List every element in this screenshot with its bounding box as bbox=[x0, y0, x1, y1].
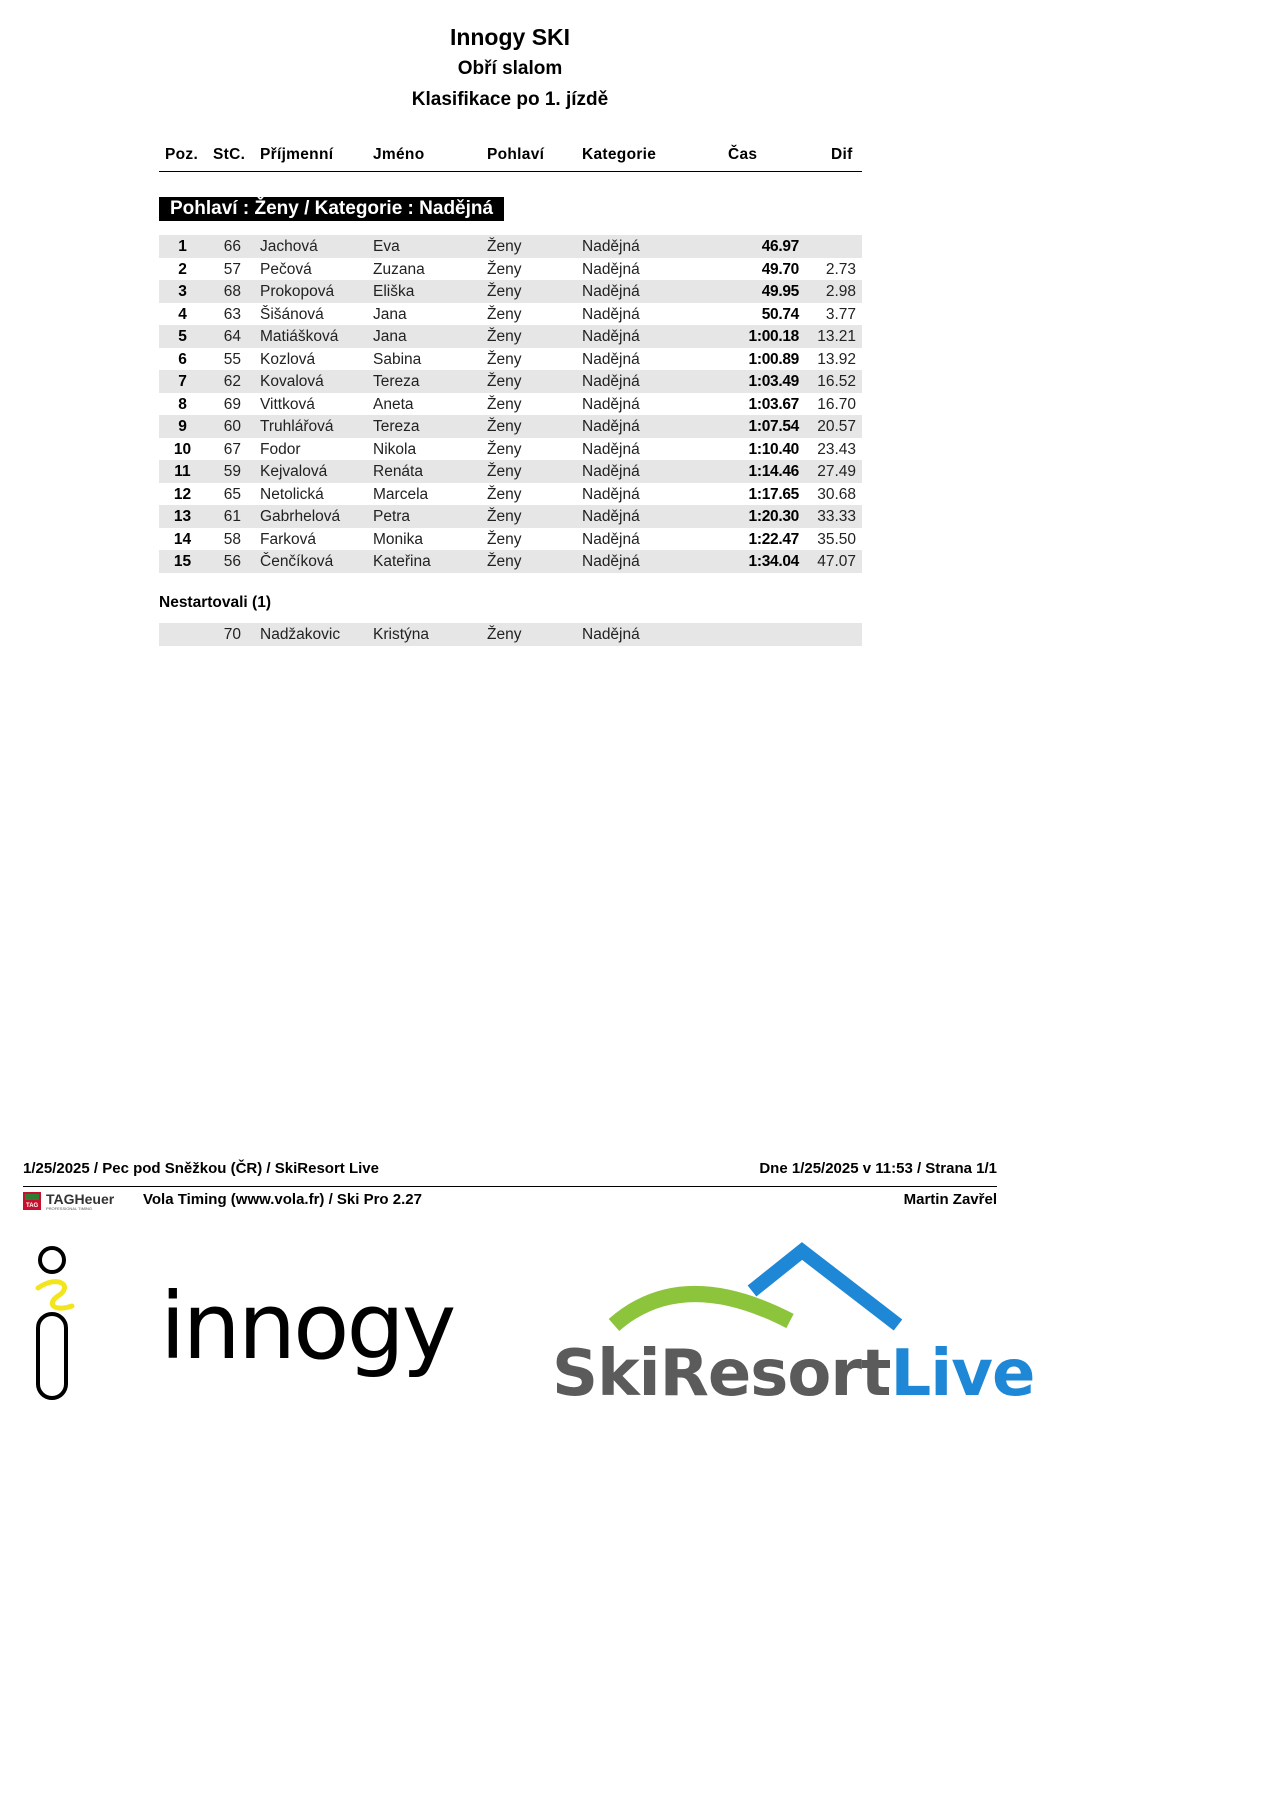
category-cell: Nadějná bbox=[582, 238, 640, 255]
time-cell: 1:20.30 bbox=[748, 508, 799, 525]
category-cell: Nadějná bbox=[582, 508, 640, 525]
skiresort-live-logo bbox=[552, 1245, 1035, 1411]
surname-cell: Jachová bbox=[260, 238, 318, 255]
time-cell: 1:34.04 bbox=[748, 553, 799, 570]
result-row bbox=[159, 438, 862, 461]
surname-cell: Prokopová bbox=[260, 283, 335, 300]
svg-text:SkiResortLive bbox=[552, 1337, 1034, 1411]
start-number-cell: 59 bbox=[223, 463, 241, 480]
svg-text:TAG: TAG bbox=[26, 1203, 39, 1209]
gender-cell: Ženy bbox=[487, 238, 522, 255]
gender-cell: Ženy bbox=[487, 626, 522, 643]
gender-cell: Ženy bbox=[487, 350, 522, 368]
diff-cell: 35.50 bbox=[817, 530, 856, 548]
start-number-cell: 69 bbox=[223, 395, 241, 413]
innogy-logo bbox=[28, 1246, 498, 1411]
start-number-cell: 64 bbox=[223, 328, 241, 345]
footer-right: Dne 1/25/2025 v 11:53 / Strana 1/1 bbox=[759, 1160, 997, 1177]
position-cell: 8 bbox=[178, 395, 187, 413]
time-cell: 1:00.89 bbox=[748, 350, 799, 368]
time-cell: 1:00.18 bbox=[748, 328, 799, 345]
gender-cell: Ženy bbox=[487, 283, 522, 300]
gender-cell: Ženy bbox=[487, 553, 522, 570]
category-cell: Nadějná bbox=[582, 418, 640, 435]
surname-cell: Čenčíková bbox=[260, 553, 334, 570]
first-name-cell: Kateřina bbox=[373, 553, 431, 570]
first-name-cell: Tereza bbox=[373, 418, 420, 435]
start-number-cell: 68 bbox=[223, 283, 241, 300]
first-name-cell: Jana bbox=[373, 328, 407, 345]
time-cell: 49.95 bbox=[761, 283, 799, 300]
column-header-surname: Příjmenní bbox=[260, 146, 334, 163]
diff-cell: 13.21 bbox=[817, 328, 856, 345]
category-cell: Nadějná bbox=[582, 395, 640, 413]
category-cell: Nadějná bbox=[582, 373, 640, 390]
gender-cell: Ženy bbox=[487, 485, 522, 503]
position-cell: 5 bbox=[178, 328, 187, 345]
position-cell: 10 bbox=[173, 440, 192, 458]
surname-cell: Nadžakovic bbox=[260, 626, 341, 643]
surname-cell: Matiášková bbox=[260, 328, 339, 345]
surname-cell: Truhlářová bbox=[260, 418, 334, 435]
result-row bbox=[159, 348, 862, 371]
column-header-gender: Pohlaví bbox=[487, 146, 545, 163]
skiresort-wordmark: SkiResort bbox=[552, 1337, 891, 1411]
category-cell: Nadějná bbox=[582, 463, 640, 480]
position-cell: 2 bbox=[178, 260, 187, 278]
first-name-cell: Kristýna bbox=[373, 626, 429, 643]
position-cell: 4 bbox=[178, 305, 187, 323]
header-divider bbox=[159, 171, 862, 172]
diff-cell: 2.73 bbox=[825, 260, 856, 278]
first-name-cell: Marcela bbox=[373, 485, 429, 503]
discipline-subtitle: Obří slalom bbox=[457, 58, 563, 79]
diff-cell: 23.43 bbox=[817, 440, 856, 458]
start-number-cell: 67 bbox=[223, 440, 241, 458]
diff-cell: 33.33 bbox=[817, 508, 856, 525]
first-name-cell: Nikola bbox=[373, 440, 417, 458]
surname-cell: Vittková bbox=[260, 395, 315, 413]
time-cell: 46.97 bbox=[761, 238, 799, 255]
gender-cell: Ženy bbox=[487, 418, 522, 435]
gender-cell: Ženy bbox=[487, 373, 522, 390]
column-header-stc: StC. bbox=[213, 146, 246, 163]
result-row bbox=[159, 460, 862, 483]
diff-cell: 27.49 bbox=[817, 463, 856, 480]
position-cell: 3 bbox=[178, 283, 187, 300]
time-cell: 50.74 bbox=[761, 305, 799, 323]
result-row bbox=[159, 483, 862, 506]
start-number-cell: 60 bbox=[223, 418, 241, 435]
position-cell: 14 bbox=[173, 530, 192, 548]
position-cell: 9 bbox=[178, 418, 187, 435]
category-cell: Nadějná bbox=[582, 485, 640, 503]
operator-name: Martin Zavřel bbox=[903, 1191, 997, 1208]
column-header-pos: Poz. bbox=[165, 146, 199, 163]
surname-cell: Kovalová bbox=[260, 373, 324, 390]
diff-cell: 47.07 bbox=[817, 553, 856, 570]
gender-cell: Ženy bbox=[487, 463, 522, 480]
footer-divider bbox=[23, 1186, 997, 1187]
classification-subtitle: Klasifikace po 1. jízdě bbox=[411, 89, 609, 110]
diff-cell: 2.98 bbox=[825, 283, 856, 300]
gender-cell: Ženy bbox=[487, 530, 522, 548]
gender-cell: Ženy bbox=[487, 305, 522, 323]
first-name-cell: Sabina bbox=[373, 350, 422, 368]
position-cell: 1 bbox=[178, 238, 187, 255]
first-name-cell: Petra bbox=[373, 508, 411, 525]
gender-cell: Ženy bbox=[487, 440, 522, 458]
result-row bbox=[159, 280, 862, 303]
time-cell: 1:07.54 bbox=[748, 418, 799, 435]
column-header-dif: Dif bbox=[831, 146, 853, 163]
position-cell: 12 bbox=[173, 485, 192, 503]
tagheuer-logo-text: TAGHeuer bbox=[46, 1191, 115, 1207]
result-row bbox=[159, 258, 862, 281]
innogy-wordmark: innogy bbox=[160, 1273, 454, 1380]
diff-cell: 3.77 bbox=[825, 305, 856, 323]
diff-cell: 16.52 bbox=[817, 373, 856, 390]
category-cell: Nadějná bbox=[582, 350, 640, 368]
first-name-cell: Jana bbox=[373, 305, 407, 323]
live-wordmark: Live bbox=[890, 1337, 1035, 1411]
page-title: Innogy SKI bbox=[449, 24, 571, 50]
category-cell: Nadějná bbox=[582, 626, 640, 643]
surname-cell: Pečová bbox=[260, 260, 312, 278]
time-cell: 1:03.67 bbox=[748, 395, 799, 413]
time-cell: 49.70 bbox=[761, 260, 799, 278]
dns-row bbox=[159, 623, 862, 646]
position-cell: 15 bbox=[173, 553, 192, 570]
time-cell: 1:10.40 bbox=[748, 440, 799, 458]
first-name-cell: Monika bbox=[373, 530, 423, 548]
result-row bbox=[159, 528, 862, 551]
start-number-cell: 63 bbox=[223, 305, 241, 323]
tagheuer-logo bbox=[23, 1190, 143, 1210]
surname-cell: Šišánová bbox=[260, 305, 324, 323]
gender-cell: Ženy bbox=[487, 328, 522, 345]
start-number-cell: 58 bbox=[223, 530, 241, 548]
category-cell: Nadějná bbox=[582, 328, 640, 345]
result-row bbox=[159, 415, 862, 438]
timing-credit: Vola Timing (www.vola.fr) / Ski Pro 2.27 bbox=[143, 1191, 422, 1208]
category-cell: Nadějná bbox=[582, 440, 640, 458]
category-cell: Nadějná bbox=[582, 260, 640, 278]
result-row bbox=[159, 550, 862, 573]
first-name-cell: Tereza bbox=[373, 373, 420, 390]
first-name-cell: Zuzana bbox=[373, 260, 425, 278]
start-number-cell: 61 bbox=[223, 508, 241, 525]
surname-cell: Kejvalová bbox=[260, 463, 328, 480]
first-name-cell: Eva bbox=[373, 238, 400, 255]
position-cell: 7 bbox=[178, 373, 187, 390]
start-number-cell: 65 bbox=[223, 485, 241, 503]
result-row bbox=[159, 505, 862, 528]
category-cell: Nadějná bbox=[582, 553, 640, 570]
start-number-cell: 66 bbox=[223, 238, 241, 255]
time-cell: 1:22.47 bbox=[748, 530, 799, 548]
gender-cell: Ženy bbox=[487, 395, 522, 413]
result-row bbox=[159, 325, 862, 348]
first-name-cell: Eliška bbox=[373, 283, 415, 300]
result-row bbox=[159, 303, 862, 326]
section-label: Pohlaví : Ženy / Kategorie : Nadějná bbox=[159, 197, 504, 221]
time-cell: 1:14.46 bbox=[748, 463, 799, 480]
surname-cell: Gabrhelová bbox=[260, 508, 341, 525]
start-number-cell: 62 bbox=[223, 373, 241, 390]
surname-cell: Netolická bbox=[260, 485, 324, 503]
diff-cell: 20.57 bbox=[817, 418, 856, 435]
result-row bbox=[159, 235, 862, 258]
position-cell: 6 bbox=[178, 350, 187, 368]
column-header-name: Jméno bbox=[373, 146, 425, 163]
category-cell: Nadějná bbox=[582, 305, 640, 323]
footer-left: 1/25/2025 / Pec pod Sněžkou (ČR) / SkiResort Live bbox=[23, 1160, 379, 1177]
category-cell: Nadějná bbox=[582, 530, 640, 548]
time-cell: 1:03.49 bbox=[748, 373, 799, 390]
surname-cell: Kozlová bbox=[260, 350, 316, 368]
diff-cell: 16.70 bbox=[817, 395, 856, 413]
time-cell: 1:17.65 bbox=[748, 485, 799, 503]
start-number-cell: 56 bbox=[223, 553, 241, 570]
diff-cell: 13.92 bbox=[817, 350, 856, 368]
position-cell: 13 bbox=[173, 508, 192, 525]
start-number-cell: 57 bbox=[223, 260, 241, 278]
gender-cell: Ženy bbox=[487, 260, 522, 278]
surname-cell: Farková bbox=[260, 530, 316, 548]
first-name-cell: Aneta bbox=[373, 395, 414, 413]
tagheuer-logo-subtitle: PROFESSIONAL TIMING bbox=[46, 1206, 93, 1211]
column-header-time: Čas bbox=[728, 146, 758, 163]
position-cell: 11 bbox=[174, 463, 191, 480]
dns-label: Nestartovali (1) bbox=[159, 594, 271, 611]
category-cell: Nadějná bbox=[582, 283, 640, 300]
result-row bbox=[159, 370, 862, 393]
first-name-cell: Renáta bbox=[373, 463, 423, 480]
result-row bbox=[159, 393, 862, 416]
column-header-category: Kategorie bbox=[582, 146, 657, 163]
diff-cell: 30.68 bbox=[817, 485, 856, 503]
gender-cell: Ženy bbox=[487, 508, 522, 525]
surname-cell: Fodor bbox=[260, 440, 301, 458]
start-number-cell: 70 bbox=[223, 626, 241, 643]
start-number-cell: 55 bbox=[223, 350, 241, 368]
